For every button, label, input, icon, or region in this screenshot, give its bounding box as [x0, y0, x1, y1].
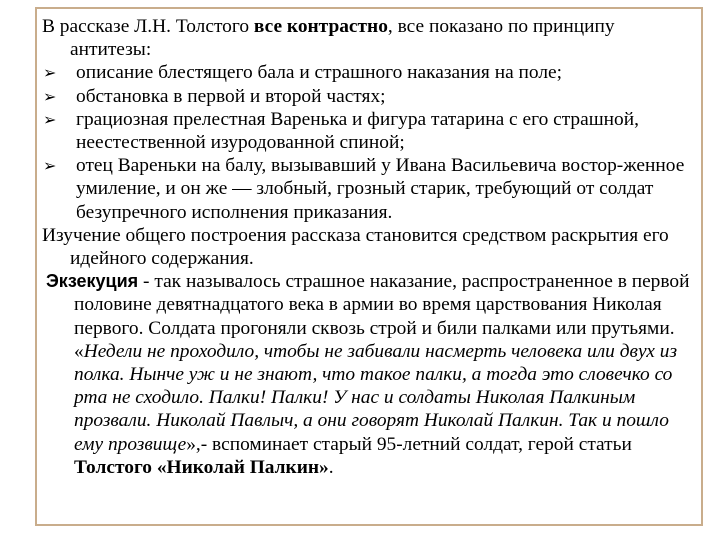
slide-content	[42, 15, 695, 479]
arrow-bullet-icon: ➢	[43, 109, 57, 129]
arrow-bullet-icon: ➢	[43, 86, 57, 106]
execution-term: Экзекуция	[46, 271, 139, 292]
bullet-item	[42, 108, 695, 154]
bullet-text: грациозная прелестная Варенька и фигура татарина с его страшной, неестественной изуродованной спиной;	[76, 108, 639, 154]
execution-paragraph	[42, 270, 695, 479]
bullet-text: обстановка в первой и второй частях;	[76, 85, 386, 107]
bullet-text: отец Вареньки на балу, вызывавший у Ивана Васильевича востор-женное умиление, и он же — злобный, грозный старик, требующий от солдат безупречного исполнения приказания.	[76, 155, 685, 223]
execution-end: .	[328, 456, 334, 478]
study-paragraph: Изучение общего построения рассказа становится средством раскрытия его идейного содержания.	[42, 224, 669, 270]
arrow-bullet-icon: ➢	[43, 63, 57, 83]
bullet-item	[42, 61, 695, 84]
bullet-text: описание блестящего бала и страшного наказания на поле;	[76, 62, 563, 84]
execution-after-quote: ,- вспоминает старый 95-летний солдат, герой статьи	[195, 433, 632, 455]
quote-close-mark: »	[186, 433, 196, 455]
arrow-bullet-icon: ➢	[43, 156, 57, 176]
work-title: Толстого «Николай Палкин»	[74, 456, 329, 478]
soldier-quote: Недели не проходило, чтобы не забивали насмерть человека или двух из полка. Нынче уж и не знают, что такое палки, а тогда это словечко со рта не сходило. Палки! Палки! У нас и солдаты Николая Палкиным прозвали. Николай Павлыч, а они говорят Николай Палкин. Так и пошло ему прозвище	[74, 340, 678, 455]
execution-definition: - так называлось страшное наказание, распространенное в первой половине девятнадцатого века в армии во время царствования Николая первого. Солдата прогоняли сквозь строй и били палками или прутьями.	[74, 271, 690, 339]
intro-text: В рассказе Л.Н. Толстого	[42, 16, 254, 37]
intro-text-end: , все показано по принципу антитезы:	[70, 16, 615, 61]
intro-paragraph	[42, 15, 695, 61]
bullet-item	[42, 85, 695, 108]
slide-frame	[35, 7, 703, 526]
bullet-item	[42, 154, 695, 224]
quote-open-mark: «	[74, 340, 84, 362]
intro-bold-text: все контрастно	[253, 16, 388, 37]
